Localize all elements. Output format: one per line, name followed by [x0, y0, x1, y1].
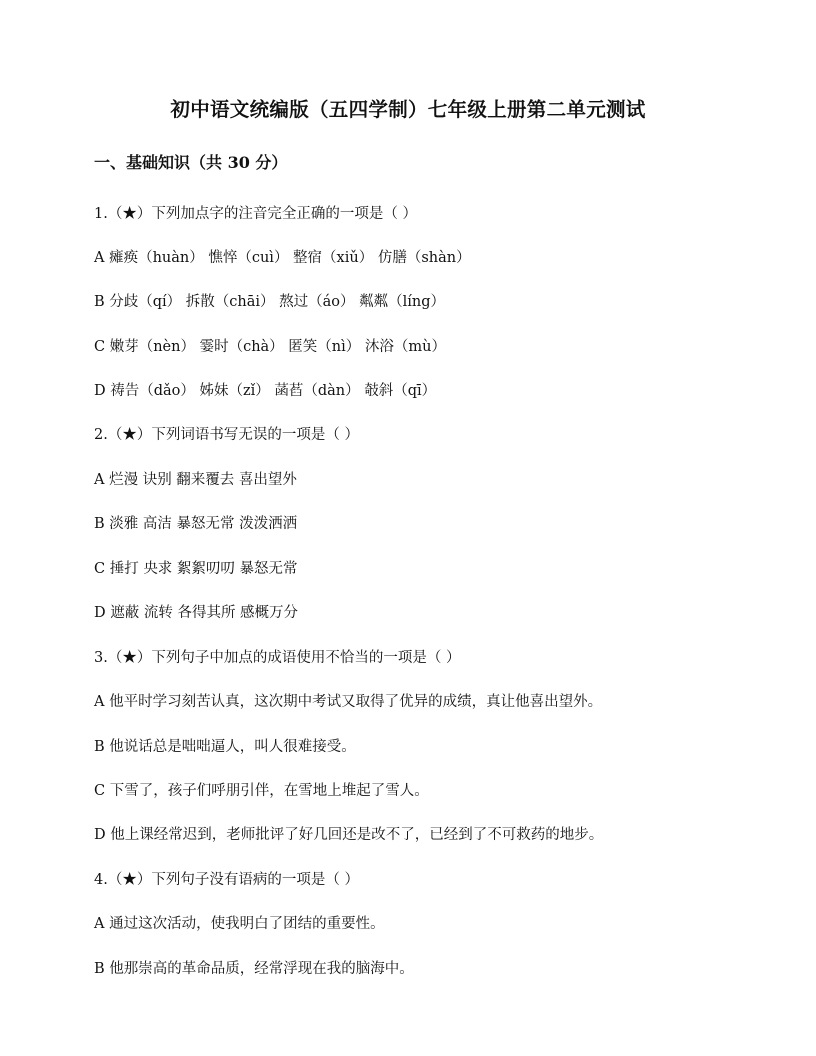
question-2-option-c: C 捶打 央求 絮絮叨叨 暴怒无常: [94, 561, 298, 577]
question-4-option-a: A 通过这次活动，使我明白了团结的重要性。: [94, 916, 385, 932]
question-2-option-b: B 淡雅 高洁 暴怒无常 泼泼洒洒: [94, 516, 298, 532]
question-1-option-d: D 祷告（dǎo） 姊妹（zǐ） 菡萏（dàn） 攲斜（qī）: [94, 383, 437, 399]
page-title: 初中语文统编版（五四学制）七年级上册第二单元测试: [170, 98, 646, 121]
question-2-option-a: A 烂漫 诀别 翻来覆去 喜出望外: [94, 472, 297, 488]
question-1-option-b: B 分歧（qí） 拆散（chāi） 熬过（áo） 粼粼（líng）: [94, 294, 446, 310]
question-1-option-a: A 瘫痪（huàn） 憔悴（cuì） 整宿（xiǔ） 仿膳（shàn）: [94, 250, 471, 266]
question-3-option-c: C 下雪了，孩子们呼朋引伴，在雪地上堆起了雪人。: [94, 783, 429, 799]
question-3-option-d: D 他上课经常迟到，老师批评了好几回还是改不了，已经到了不可救药的地步。: [94, 827, 604, 843]
question-3-stem: 3.（★）下列句子中加点的成语使用不恰当的一项是（ ）: [94, 650, 461, 666]
question-1-option-c: C 嫩芽（nèn） 霎时（chà） 匿笑（nì） 沐浴（mù）: [94, 339, 446, 355]
question-2-stem: 2.（★）下列词语书写无误的一项是（ ）: [94, 427, 359, 443]
question-4-option-b: B 他那崇高的革命品质，经常浮现在我的脑海中。: [94, 961, 414, 977]
question-3-option-b: B 他说话总是咄咄逼人，叫人很难接受。: [94, 739, 356, 755]
section-heading: 一、基础知识（共 30 分）: [94, 153, 288, 172]
question-3-option-a: A 他平时学习刻苦认真，这次期中考试又取得了优异的成绩，真让他喜出望外。: [94, 694, 603, 710]
question-4-stem: 4.（★）下列句子没有语病的一项是（ ）: [94, 872, 359, 888]
question-1-stem: 1.（★）下列加点字的注音完全正确的一项是（ ）: [94, 206, 417, 222]
question-2-option-d: D 遮蔽 流转 各得其所 感概万分: [94, 605, 299, 621]
